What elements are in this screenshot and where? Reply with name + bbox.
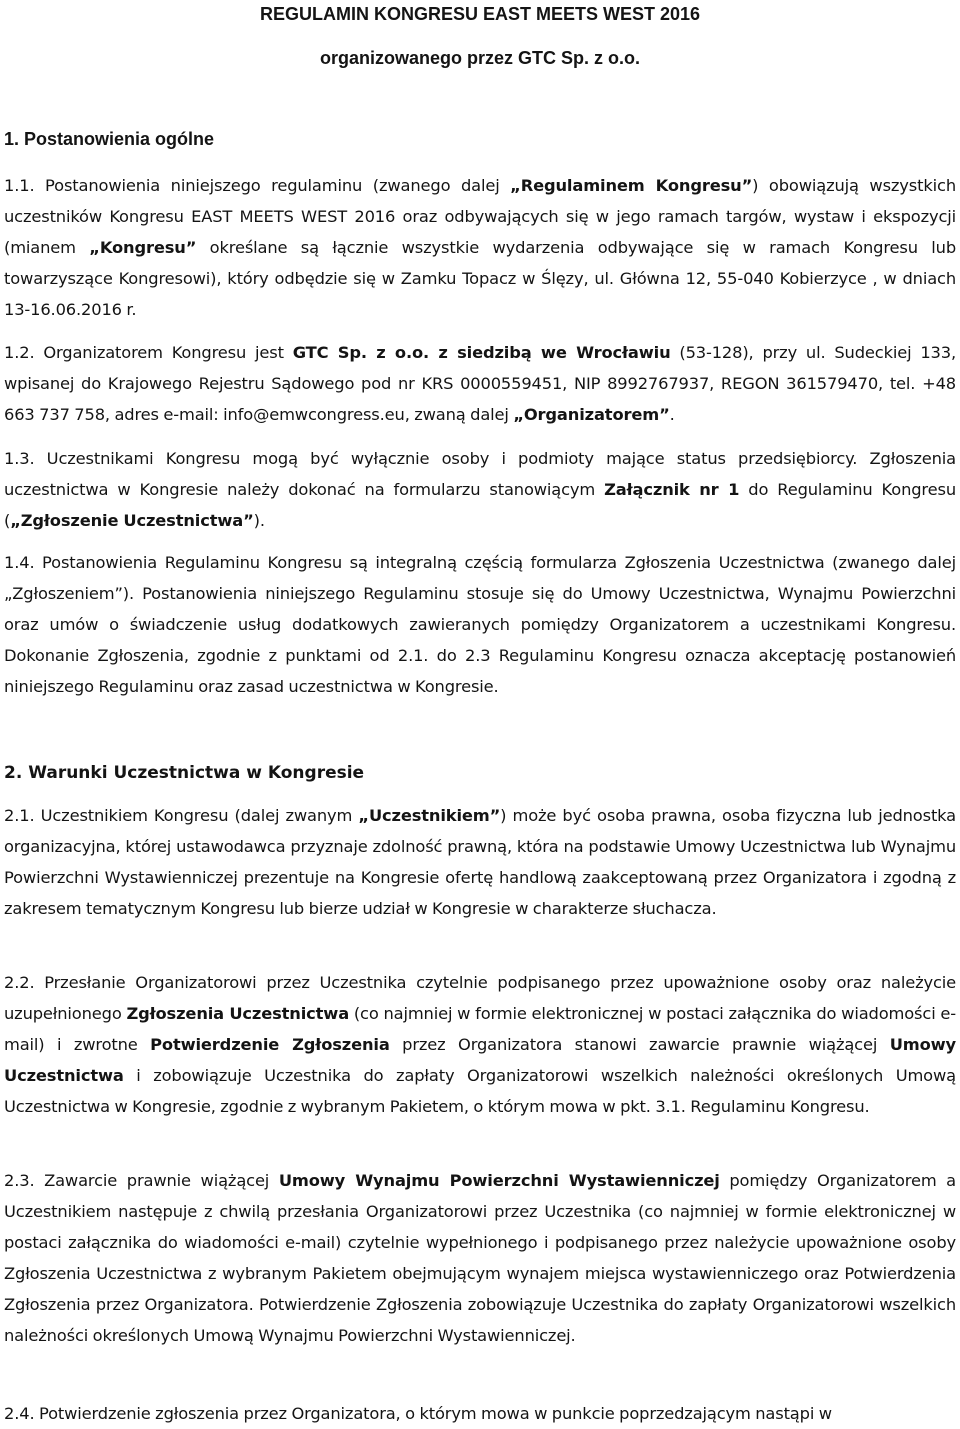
document-subtitle: organizowanego przez GTC Sp. z o.o. — [319, 48, 640, 68]
paragraph-1-1: 1.1. Postanowienia niniejszego regulaminu (zwanego dalej „Regulaminem Kongresu”) obowiązują wszystkich uczestników Kongresu EAST MEETS WEST 2016 oraz odbywających się w jego ramach targów, wystaw i ekspozycji (mianem „Kongresu” określane są łącznie wszystkie wydarzenia odbywające się w ramach Kongresu lub towarzyszące Kongresowi), który odbędzie się w Zamku Topacz w Ślęzy, ul. Główna 12, 55-040 Kobierzyce , w dniach 13-16.06.2016 r. — [4, 176, 957, 319]
document-title: REGULAMIN KONGRESU EAST MEETS WEST 2016 — [259, 4, 701, 24]
paragraph-2-2: 2.2. Przesłanie Organizatorowi przez Uczestnika czytelnie podpisanego przez upoważnione osoby oraz należycie uzupełnionego Zgłoszenia Uczestnictwa (co najmniej w formie elektronicznej w postaci załącznika do wiadomości e-mail) i zwrotne Potwierdzenie Zgłoszenia przez Organizatora stanowi zawarcie prawnie wiążącej Umowy Uczestnictwa i zobowiązuje Uczestnika do zapłaty Organizatorowi wszelkich należności określonych Umową Uczestnictwa w Kongresie, zgodnie z wybranym Pakietem, o którym mowa w pkt. 3.1. Regulaminu Kongresu. — [4, 973, 956, 1116]
paragraph-1-3: 1.3. Uczestnikami Kongresu mogą być wyłącznie osoby i podmioty mające status przedsiębiorcy. Zgłoszenia uczestnictwa w Kongresie należy dokonać na formularzu stanowiącym Załącznik nr 1 do Regulaminu Kongresu („Zgłoszenie Uczestnictwa”). — [4, 449, 956, 530]
paragraph-2-3: 2.3. Zawarcie prawnie wiążącej Umowy Wynajmu Powierzchni Wystawienniczej pomiędzy Organizatorem a Uczestnikiem następuje z chwilą przesłania Organizatorowi przez Uczestnika (co najmniej w formie elektronicznej w postaci załącznika do wiadomości e-mail) czytelnie wypełnionego i podpisanego przez należycie upoważnione osoby Zgłoszenia Uczestnictwa z wybranym Pakietem obejmującym wynajem miejsca wystawienniczego oraz Potwierdzenia Zgłoszenia przez Organizatora. Potwierdzenie Zgłoszenia zobowiązuje Uczestnika do zapłaty Organizatorowi wszelkich należności określonych Umową Wynajmu Powierzchni Wystawienniczej. — [4, 1171, 956, 1345]
paragraph-2-4: 2.4. Potwierdzenie zgłoszenia przez Organizatora, o którym mowa w punkcie poprzedzającym nastąpi w — [4, 1404, 832, 1423]
paragraph-2-1: 2.1. Uczestnikiem Kongresu (dalej zwanym „Uczestnikiem”) może być osoba prawna, osoba fizyczna lub jednostka organizacyjna, której ustawodawca przyznaje zdolność prawną, która na podstawie Umowy Uczestnictwa lub Wynajmu Powierzchni Wystawienniczej prezentuje na Kongresie ofertę handlową zaakceptowaną przez Organizatora i zgodną z zakresem tematycznym Kongresu lub bierze udział w Kongresie w charakterze słuchacza. — [4, 806, 957, 918]
section-2-heading: 2. Warunki Uczestnictwa w Kongresie — [4, 763, 365, 783]
paragraph-1-4: 1.4. Postanowienia Regulaminu Kongresu są integralną częścią formularza Zgłoszenia Uczestnictwa (zwanego dalej „Zgłoszeniem”). Postanowienia niniejszego Regulaminu stosuje się do Umowy Uczestnictwa, Wynajmu Powierzchni oraz umów o świadczenie usług dodatkowych zawieranych pomiędzy Organizatorem a uczestnikami Kongresu. Dokonanie Zgłoszenia, zgodnie z punktami od 2.1. do 2.3 Regulaminu Kongresu oznacza akceptację postanowień niniejszego Regulaminu oraz zasad uczestnictwa w Kongresie. — [4, 553, 956, 696]
paragraph-1-2: 1.2. Organizatorem Kongresu jest GTC Sp. z o.o. z siedzibą we Wrocławiu (53-128), przy ul. Sudeckiej 133, wpisanej do Krajowego Rejestru Sądowego pod nr KRS 0000559451, NIP 8992767937, REGON 361579470, tel. +48 663 737 758, adres e-mail: info@emwcongress.eu, zwaną dalej „Organizatorem”. — [4, 343, 956, 424]
section-1-heading: 1. Postanowienia ogólne — [4, 129, 215, 149]
